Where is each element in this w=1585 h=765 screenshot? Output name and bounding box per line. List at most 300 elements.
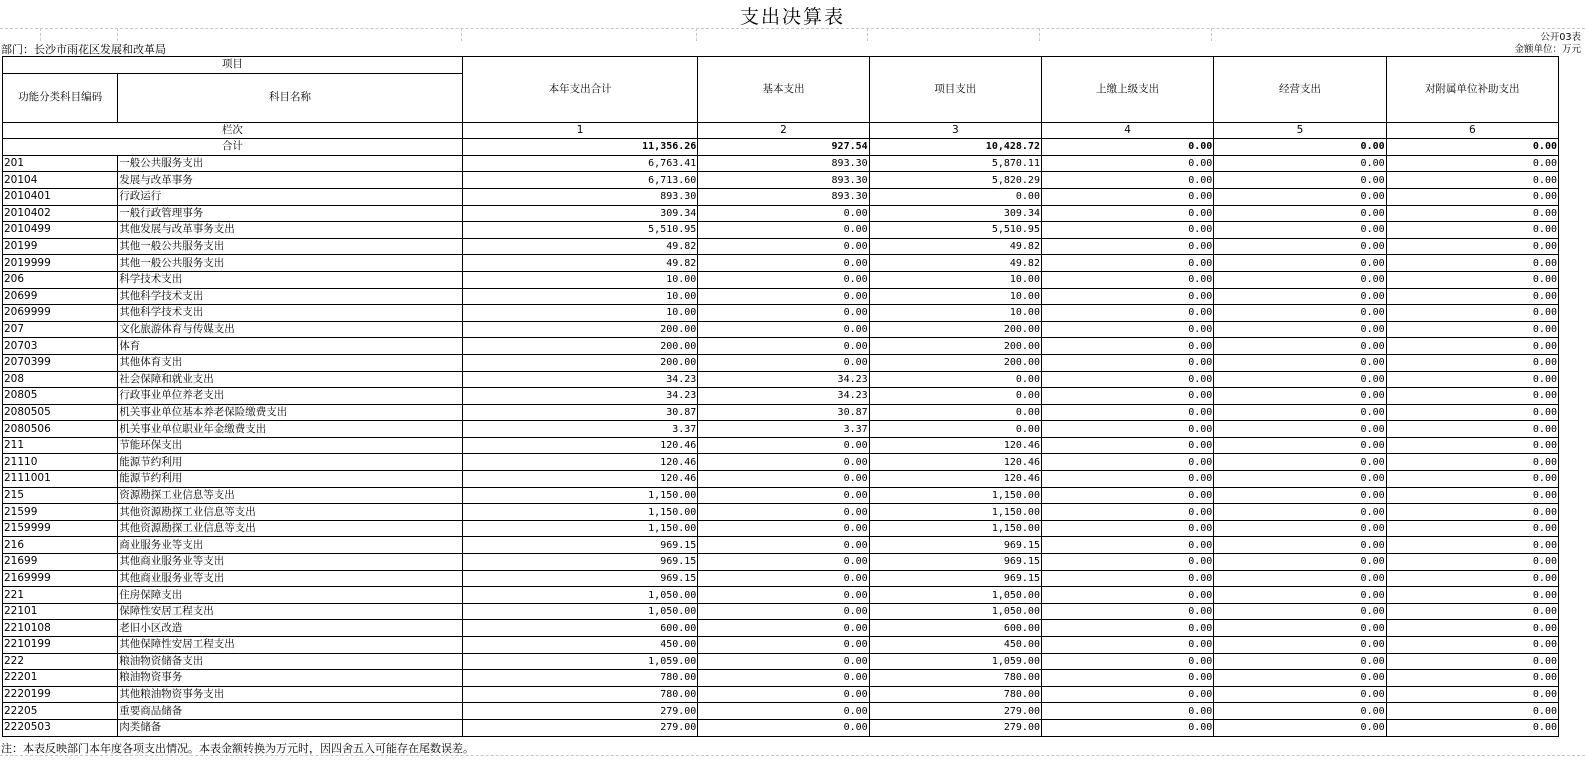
row-value: 0.00 [1041, 338, 1213, 355]
row-code: 222 [3, 653, 118, 670]
row-value: 0.00 [698, 205, 869, 222]
row-value: 0.00 [1214, 587, 1386, 604]
sheet-gridline [40, 28, 41, 41]
header-project: 项目 [3, 57, 463, 74]
row-value: 1,150.00 [869, 487, 1041, 504]
row-code: 20805 [3, 388, 118, 405]
sheet-gridline [117, 28, 118, 41]
header-upper: 上缴上级支出 [1041, 57, 1213, 123]
row-code: 208 [3, 371, 118, 388]
row-value: 0.00 [698, 537, 869, 554]
row-value: 0.00 [1041, 719, 1213, 736]
table-row [3, 719, 1559, 736]
row-code: 2069999 [3, 305, 118, 322]
row-value: 0.00 [698, 570, 869, 587]
total-value: 0.00 [1386, 139, 1558, 156]
row-name: 文化旅游体育与传媒支出 [118, 321, 463, 338]
row-value: 0.00 [1041, 172, 1213, 189]
total-value: 927.54 [698, 139, 869, 156]
table-row [3, 653, 1559, 670]
row-value: 0.00 [1214, 471, 1386, 488]
row-value: 0.00 [698, 288, 869, 305]
row-code: 21110 [3, 454, 118, 471]
header-total: 本年支出合计 [462, 57, 697, 123]
table-row [3, 238, 1559, 255]
row-value: 0.00 [1041, 653, 1213, 670]
row-value: 0.00 [1041, 703, 1213, 720]
row-value: 0.00 [698, 305, 869, 322]
row-value: 34.23 [698, 371, 869, 388]
row-value: 0.00 [1386, 255, 1558, 272]
row-value: 0.00 [1041, 321, 1213, 338]
row-value: 0.00 [1041, 255, 1213, 272]
row-value: 0.00 [869, 388, 1041, 405]
row-value: 0.00 [1386, 487, 1558, 504]
row-value: 0.00 [869, 371, 1041, 388]
row-code: 2111001 [3, 471, 118, 488]
row-value: 0.00 [1386, 271, 1558, 288]
row-code: 20703 [3, 338, 118, 355]
table-row [3, 471, 1559, 488]
row-value: 0.00 [1214, 271, 1386, 288]
row-value: 0.00 [698, 437, 869, 454]
row-value: 0.00 [1214, 172, 1386, 189]
row-value: 0.00 [698, 637, 869, 654]
row-value: 0.00 [1386, 388, 1558, 405]
row-value: 0.00 [1041, 238, 1213, 255]
row-value: 0.00 [1386, 554, 1558, 571]
row-value: 49.82 [869, 238, 1041, 255]
header-code: 功能分类科目编码 [3, 73, 118, 122]
row-value: 0.00 [1386, 354, 1558, 371]
row-code: 2169999 [3, 570, 118, 587]
row-value: 120.46 [869, 437, 1041, 454]
row-value: 0.00 [1386, 222, 1558, 239]
row-value: 279.00 [462, 719, 697, 736]
row-code: 22101 [3, 603, 118, 620]
row-code: 201 [3, 155, 118, 172]
row-value: 1,050.00 [869, 603, 1041, 620]
row-value: 10.00 [869, 305, 1041, 322]
row-value: 0.00 [1386, 404, 1558, 421]
row-value: 0.00 [1386, 587, 1558, 604]
row-name: 社会保障和就业支出 [118, 371, 463, 388]
row-value: 1,059.00 [462, 653, 697, 670]
row-code: 2220503 [3, 719, 118, 736]
row-name: 资源勘探工业信息等支出 [118, 487, 463, 504]
row-value: 6,713.60 [462, 172, 697, 189]
row-value: 0.00 [1214, 520, 1386, 537]
row-value: 34.23 [698, 388, 869, 405]
row-name: 节能环保支出 [118, 437, 463, 454]
column-index: 1 [462, 122, 697, 139]
row-value: 0.00 [1214, 487, 1386, 504]
row-value: 0.00 [1214, 719, 1386, 736]
row-value: 0.00 [1214, 504, 1386, 521]
row-value: 0.00 [1041, 354, 1213, 371]
total-value: 0.00 [1041, 139, 1213, 156]
row-value: 0.00 [1214, 321, 1386, 338]
table-row [3, 454, 1559, 471]
row-value: 0.00 [1214, 404, 1386, 421]
header-basic: 基本支出 [698, 57, 869, 123]
row-value: 0.00 [1386, 520, 1558, 537]
row-value: 780.00 [869, 686, 1041, 703]
row-value: 200.00 [869, 321, 1041, 338]
row-value: 309.34 [869, 205, 1041, 222]
table-row [3, 205, 1559, 222]
row-value: 0.00 [1386, 719, 1558, 736]
row-value: 0.00 [698, 587, 869, 604]
row-value: 10.00 [462, 271, 697, 288]
row-name: 其他发展与改革事务支出 [118, 222, 463, 239]
row-name: 住房保障支出 [118, 587, 463, 604]
row-code: 2159999 [3, 520, 118, 537]
row-value: 0.00 [1386, 371, 1558, 388]
row-value: 0.00 [1041, 288, 1213, 305]
row-name: 其他一般公共服务支出 [118, 238, 463, 255]
row-value: 1,150.00 [462, 487, 697, 504]
row-value: 0.00 [1386, 454, 1558, 471]
row-value: 0.00 [698, 255, 869, 272]
row-value: 780.00 [462, 670, 697, 687]
row-code: 215 [3, 487, 118, 504]
row-value: 0.00 [1041, 305, 1213, 322]
row-value: 120.46 [462, 437, 697, 454]
row-value: 200.00 [869, 354, 1041, 371]
sheet-gridline [461, 28, 462, 41]
row-value: 0.00 [1386, 205, 1558, 222]
row-name: 机关事业单位职业年金缴费支出 [118, 421, 463, 438]
row-value: 0.00 [1041, 554, 1213, 571]
row-value: 0.00 [698, 554, 869, 571]
row-value: 0.00 [1041, 205, 1213, 222]
row-value: 0.00 [1041, 388, 1213, 405]
row-value: 0.00 [698, 603, 869, 620]
row-value: 0.00 [1214, 670, 1386, 687]
row-value: 780.00 [462, 686, 697, 703]
row-value: 969.15 [462, 570, 697, 587]
row-value: 0.00 [1214, 703, 1386, 720]
row-value: 1,059.00 [869, 653, 1041, 670]
row-value: 0.00 [1041, 603, 1213, 620]
row-value: 0.00 [1214, 255, 1386, 272]
table-row [3, 371, 1559, 388]
row-value: 0.00 [1386, 703, 1558, 720]
row-value: 1,150.00 [462, 504, 697, 521]
row-code: 206 [3, 271, 118, 288]
table-row [3, 637, 1559, 654]
row-value: 893.30 [698, 172, 869, 189]
row-value: 0.00 [1214, 554, 1386, 571]
table-row [3, 703, 1559, 720]
row-value: 200.00 [462, 321, 697, 338]
row-value: 0.00 [1386, 537, 1558, 554]
table-row [3, 537, 1559, 554]
row-value: 309.34 [462, 205, 697, 222]
table-row [3, 570, 1559, 587]
row-name: 一般公共服务支出 [118, 155, 463, 172]
row-name: 其他科学技术支出 [118, 305, 463, 322]
row-value: 0.00 [1041, 437, 1213, 454]
row-value: 279.00 [869, 719, 1041, 736]
row-value: 0.00 [1041, 471, 1213, 488]
row-value: 120.46 [869, 471, 1041, 488]
row-value: 0.00 [698, 686, 869, 703]
row-value: 0.00 [1041, 587, 1213, 604]
page-title: 支出决算表 [739, 6, 845, 28]
row-value: 0.00 [869, 404, 1041, 421]
total-value: 10,428.72 [869, 139, 1041, 156]
row-value: 279.00 [462, 703, 697, 720]
row-value: 893.30 [698, 155, 869, 172]
row-value: 0.00 [1041, 155, 1213, 172]
row-value: 0.00 [1386, 570, 1558, 587]
table-row [3, 305, 1559, 322]
row-value: 0.00 [1041, 670, 1213, 687]
row-value: 893.30 [462, 188, 697, 205]
total-value: 11,356.26 [462, 139, 697, 156]
row-code: 2010499 [3, 222, 118, 239]
header-name: 科目名称 [118, 73, 463, 122]
row-value: 0.00 [698, 471, 869, 488]
row-code: 211 [3, 437, 118, 454]
table-row [3, 404, 1559, 421]
row-value: 0.00 [698, 703, 869, 720]
row-value: 450.00 [462, 637, 697, 654]
row-value: 0.00 [698, 520, 869, 537]
table-row [3, 188, 1559, 205]
row-value: 0.00 [1214, 371, 1386, 388]
row-name: 发展与改革事务 [118, 172, 463, 189]
row-value: 120.46 [462, 471, 697, 488]
row-code: 2080505 [3, 404, 118, 421]
table-row [3, 338, 1559, 355]
row-code: 20104 [3, 172, 118, 189]
sheet-gridline [1211, 28, 1212, 41]
row-code: 21699 [3, 554, 118, 571]
table-row [3, 388, 1559, 405]
row-value: 0.00 [1386, 155, 1558, 172]
row-value: 34.23 [462, 388, 697, 405]
row-value: 0.00 [1041, 686, 1213, 703]
row-value: 893.30 [698, 188, 869, 205]
row-name: 保障性安居工程支出 [118, 603, 463, 620]
table-row [3, 620, 1559, 637]
row-value: 0.00 [1214, 205, 1386, 222]
row-code: 207 [3, 321, 118, 338]
row-value: 0.00 [698, 504, 869, 521]
header-project-expense: 项目支出 [869, 57, 1041, 123]
row-name: 机关事业单位基本养老保险缴费支出 [118, 404, 463, 421]
table-row [3, 686, 1559, 703]
row-value: 3.37 [462, 421, 697, 438]
row-value: 0.00 [1041, 371, 1213, 388]
column-index-row [3, 122, 1559, 139]
sheet-gridline [867, 28, 868, 41]
row-value: 49.82 [869, 255, 1041, 272]
expenditure-table [2, 56, 1559, 737]
row-value: 969.15 [462, 537, 697, 554]
footer-note: 注：本表反映部门本年度各项支出情况。本表金额转换为万元时，因四舍五入可能存在尾数误差。 [1, 742, 474, 755]
row-name: 其他科学技术支出 [118, 288, 463, 305]
row-value: 0.00 [1386, 338, 1558, 355]
row-value: 200.00 [462, 338, 697, 355]
row-value: 0.00 [1214, 188, 1386, 205]
table-code: 公开03表 [1540, 32, 1581, 43]
row-value: 34.23 [462, 371, 697, 388]
row-value: 1,150.00 [869, 504, 1041, 521]
table-row [3, 437, 1559, 454]
column-index: 3 [869, 122, 1041, 139]
row-value: 0.00 [1214, 537, 1386, 554]
department-label: 部门：长沙市雨花区发展和改革局 [1, 43, 166, 56]
row-value: 0.00 [869, 188, 1041, 205]
row-code: 21599 [3, 504, 118, 521]
header-row [3, 57, 1559, 74]
row-value: 30.87 [462, 404, 697, 421]
row-value: 0.00 [698, 338, 869, 355]
row-code: 2210108 [3, 620, 118, 637]
row-value: 6,763.41 [462, 155, 697, 172]
table-row [3, 155, 1559, 172]
row-name: 其他商业服务业等支出 [118, 554, 463, 571]
row-value: 200.00 [462, 354, 697, 371]
total-value: 0.00 [1214, 139, 1386, 156]
row-value: 120.46 [869, 454, 1041, 471]
column-index: 6 [1386, 122, 1558, 139]
row-value: 1,150.00 [869, 520, 1041, 537]
row-value: 10.00 [462, 305, 697, 322]
row-value: 120.46 [462, 454, 697, 471]
row-name: 行政运行 [118, 188, 463, 205]
row-code: 2210199 [3, 637, 118, 654]
header-subsidy: 对附属单位补助支出 [1386, 57, 1558, 123]
table-row [3, 421, 1559, 438]
row-value: 969.15 [462, 554, 697, 571]
row-value: 0.00 [1386, 620, 1558, 637]
row-name: 重要商品储备 [118, 703, 463, 720]
row-value: 0.00 [1214, 354, 1386, 371]
table-row [3, 520, 1559, 537]
row-name: 能源节约利用 [118, 471, 463, 488]
row-value: 0.00 [1041, 637, 1213, 654]
row-value: 0.00 [698, 321, 869, 338]
table-row [3, 354, 1559, 371]
row-value: 969.15 [869, 537, 1041, 554]
row-value: 5,510.95 [869, 222, 1041, 239]
row-code: 2070399 [3, 354, 118, 371]
table-row [3, 487, 1559, 504]
row-value: 780.00 [869, 670, 1041, 687]
row-value: 0.00 [698, 271, 869, 288]
row-value: 0.00 [1041, 271, 1213, 288]
row-value: 0.00 [1386, 670, 1558, 687]
row-value: 1,050.00 [869, 587, 1041, 604]
row-value: 0.00 [1214, 338, 1386, 355]
row-value: 0.00 [1041, 454, 1213, 471]
row-value: 0.00 [1041, 421, 1213, 438]
row-value: 969.15 [869, 554, 1041, 571]
header-business: 经营支出 [1214, 57, 1386, 123]
row-value: 0.00 [1214, 620, 1386, 637]
row-code: 2019999 [3, 255, 118, 272]
row-value: 0.00 [1386, 437, 1558, 454]
row-value: 0.00 [1214, 155, 1386, 172]
table-row [3, 222, 1559, 239]
row-value: 1,050.00 [462, 603, 697, 620]
row-value: 0.00 [698, 670, 869, 687]
column-index-label: 栏次 [3, 122, 463, 139]
row-value: 1,050.00 [462, 587, 697, 604]
row-value: 0.00 [1214, 288, 1386, 305]
row-value: 200.00 [869, 338, 1041, 355]
table-row [3, 504, 1559, 521]
row-value: 0.00 [1041, 620, 1213, 637]
row-value: 0.00 [1214, 238, 1386, 255]
row-name: 商业服务业等支出 [118, 537, 463, 554]
column-index: 4 [1041, 122, 1213, 139]
row-code: 2010402 [3, 205, 118, 222]
table-row [3, 603, 1559, 620]
total-label: 合计 [3, 139, 463, 156]
row-value: 600.00 [462, 620, 697, 637]
row-value: 0.00 [1386, 188, 1558, 205]
row-name: 粮油物资事务 [118, 670, 463, 687]
row-value: 49.82 [462, 255, 697, 272]
row-name: 肉类储备 [118, 719, 463, 736]
row-value: 0.00 [1214, 570, 1386, 587]
row-value: 0.00 [869, 421, 1041, 438]
row-value: 30.87 [698, 404, 869, 421]
row-value: 10.00 [869, 271, 1041, 288]
row-value: 5,870.11 [869, 155, 1041, 172]
row-name: 其他粮油物资事务支出 [118, 686, 463, 703]
row-name: 一般行政管理事务 [118, 205, 463, 222]
row-value: 49.82 [462, 238, 697, 255]
row-value: 0.00 [1386, 686, 1558, 703]
row-value: 0.00 [1214, 686, 1386, 703]
row-value: 0.00 [1386, 471, 1558, 488]
row-value: 0.00 [1386, 653, 1558, 670]
row-value: 450.00 [869, 637, 1041, 654]
table-row [3, 321, 1559, 338]
table-row [3, 587, 1559, 604]
row-value: 0.00 [1214, 454, 1386, 471]
row-code: 2010401 [3, 188, 118, 205]
row-code: 22201 [3, 670, 118, 687]
table-row [3, 172, 1559, 189]
row-value: 0.00 [1386, 321, 1558, 338]
row-name: 能源节约利用 [118, 454, 463, 471]
row-value: 0.00 [1214, 388, 1386, 405]
row-value: 0.00 [1214, 637, 1386, 654]
row-name: 其他保障性安居工程支出 [118, 637, 463, 654]
row-value: 0.00 [1041, 504, 1213, 521]
row-value: 0.00 [698, 454, 869, 471]
table-row [3, 271, 1559, 288]
row-value: 0.00 [698, 354, 869, 371]
row-name: 行政事业单位养老支出 [118, 388, 463, 405]
row-name: 其他体育支出 [118, 354, 463, 371]
row-name: 粮油物资储备支出 [118, 653, 463, 670]
row-code: 20699 [3, 288, 118, 305]
row-value: 0.00 [1041, 188, 1213, 205]
table-row [3, 288, 1559, 305]
row-value: 0.00 [1214, 653, 1386, 670]
row-value: 0.00 [1214, 305, 1386, 322]
row-code: 2080506 [3, 421, 118, 438]
